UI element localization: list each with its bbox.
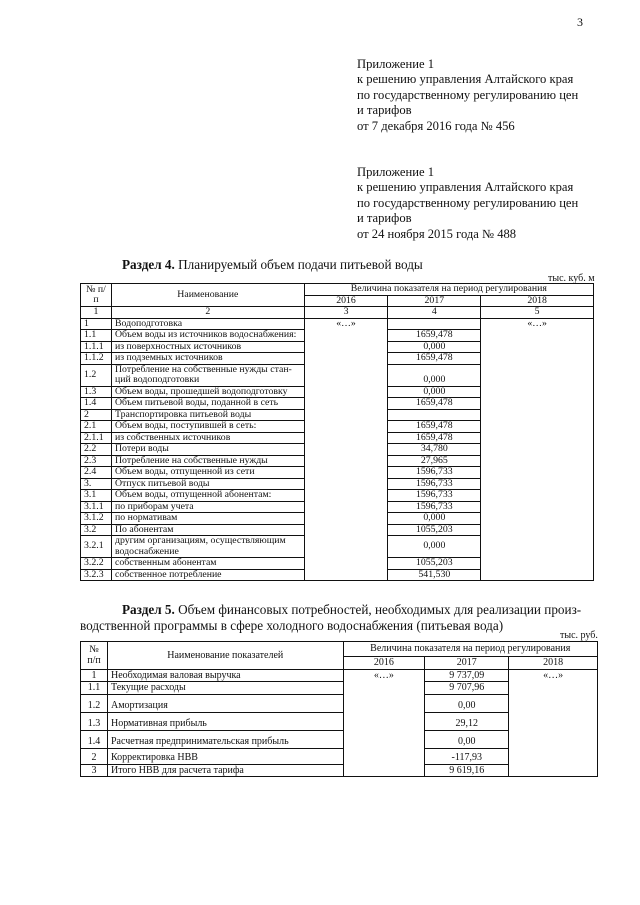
row-value-2017: 29,12 <box>425 712 509 730</box>
row-name: из поверхностных источников <box>111 341 304 353</box>
omitted-2016: «…» <box>343 669 425 777</box>
row-name: Потребление на собственные нужды стан-ций водоподготовки <box>111 364 304 386</box>
table-row <box>81 669 598 682</box>
row-num: 2 <box>81 748 108 764</box>
appendix-line: от 24 ноября 2015 года № 488 <box>357 226 517 241</box>
appendix-block-2015 <box>357 165 607 242</box>
row-num: 2.4 <box>81 467 112 479</box>
row-value-2017: 0,00 <box>425 694 509 712</box>
row-value-2017: 1659,478 <box>388 432 481 444</box>
row-num: 1.2 <box>81 694 108 712</box>
row-value-2017: 9 737,09 <box>425 669 509 682</box>
row-num: 3.2.1 <box>81 536 112 558</box>
row-num: 3.2 <box>81 524 112 536</box>
row-name: Транспортировка питьевой воды <box>111 409 304 421</box>
row-name: из подземных источников <box>111 353 304 365</box>
col-num: 1 <box>81 307 112 319</box>
row-value-2017: 0,000 <box>388 364 481 386</box>
col-num: 2 <box>111 307 304 319</box>
row-num: 1.2 <box>81 364 112 386</box>
row-value-2017: 1659,478 <box>388 398 481 410</box>
row-num: 1 <box>81 318 112 330</box>
row-value-2017: 1055,203 <box>388 524 481 536</box>
header-year: 2016 <box>343 657 425 670</box>
header-year: 2016 <box>304 295 388 307</box>
row-num: 1.1 <box>81 682 108 695</box>
section5-table <box>80 641 598 777</box>
row-name: Объем воды, отпущенной из сети <box>111 467 304 479</box>
appendix-line: Приложение 1 <box>357 57 435 71</box>
header-year: 2018 <box>509 657 598 670</box>
row-name: Отпуск питьевой воды <box>111 478 304 490</box>
row-num: 3.1.2 <box>81 513 112 525</box>
header-num: № п/п <box>81 284 112 307</box>
table-row <box>81 318 594 330</box>
header-year: 2017 <box>425 657 509 670</box>
row-num: 2.1 <box>81 421 112 433</box>
row-num: 3.1.1 <box>81 501 112 513</box>
row-name: Водоподготовка <box>111 318 304 330</box>
section5-title <box>80 602 595 634</box>
row-value-2017: 1596,733 <box>388 467 481 479</box>
appendix-line: по государственному регулированию цен <box>357 195 579 210</box>
row-name: Текущие расходы <box>107 682 343 695</box>
row-value-2017: 0,000 <box>388 341 481 353</box>
row-name: Амортизация <box>107 694 343 712</box>
appendix-line: к решению управления Алтайского края <box>357 72 574 87</box>
row-value-2017: 0,000 <box>388 513 481 525</box>
row-value-2017: 34,780 <box>388 444 481 456</box>
row-name: Потребление на собственные нужды <box>111 455 304 467</box>
row-value-2017 <box>388 409 481 421</box>
header-name: Наименование показателей <box>107 642 343 670</box>
row-num: 3.1 <box>81 490 112 502</box>
row-value-2017: 1055,203 <box>388 558 481 570</box>
section4-unit: тыс. куб. м <box>548 273 595 284</box>
section5-label: Раздел 5. <box>122 602 175 617</box>
row-name: Объем воды, прошедшей водоподготовку <box>111 386 304 398</box>
row-num: 3.2.2 <box>81 558 112 570</box>
appendix-block-2016 <box>357 57 607 134</box>
row-value-2017: 0,00 <box>425 730 509 748</box>
row-name: Потери воды <box>111 444 304 456</box>
row-name: Нормативная прибыль <box>107 712 343 730</box>
row-value-2017: 1596,733 <box>388 490 481 502</box>
header-period: Величина показателя на период регулирования <box>304 284 593 296</box>
col-num: 3 <box>304 307 388 319</box>
row-num: 3. <box>81 478 112 490</box>
row-value-2017: 1659,478 <box>388 353 481 365</box>
section5-title-line2: водственной программы в сфере холодного водоснабжения (питьевая вода) <box>80 618 504 633</box>
col-num: 4 <box>388 307 481 319</box>
omitted-2018: «…» <box>509 669 598 777</box>
row-name: Корректировка НВВ <box>107 748 343 764</box>
row-name: Объем питьевой воды, поданной в сеть <box>111 398 304 410</box>
row-num: 1.4 <box>81 730 108 748</box>
row-name: собственным абонентам <box>111 558 304 570</box>
row-num: 1.1.1 <box>81 341 112 353</box>
row-name: Расчетная предпринимательская прибыль <box>107 730 343 748</box>
row-num: 1.1.2 <box>81 353 112 365</box>
row-name: по приборам учета <box>111 501 304 513</box>
row-value-2017 <box>388 318 481 330</box>
section4-label: Раздел 4. <box>122 257 175 272</box>
row-name: Итого НВВ для расчета тарифа <box>107 764 343 777</box>
col-num: 5 <box>481 307 594 319</box>
appendix-line: и тарифов <box>357 103 412 118</box>
page-number: 3 <box>577 15 583 29</box>
row-value-2017: 9 707,96 <box>425 682 509 695</box>
row-name: Необходимая валовая выручка <box>107 669 343 682</box>
row-value-2017: 541,530 <box>388 569 481 581</box>
row-name: по нормативам <box>111 513 304 525</box>
header-num: № п/п <box>81 642 108 670</box>
row-name: из собственных источников <box>111 432 304 444</box>
row-name: Объем воды, поступившей в сеть: <box>111 421 304 433</box>
row-num: 1.3 <box>81 712 108 730</box>
appendix-line: к решению управления Алтайского края <box>357 180 574 195</box>
row-num: 1 <box>81 669 108 682</box>
row-value-2017: 0,000 <box>388 536 481 558</box>
row-value-2017: -117,93 <box>425 748 509 764</box>
appendix-line: по государственному регулированию цен <box>357 87 579 102</box>
row-value-2017: 1596,733 <box>388 478 481 490</box>
header-year: 2018 <box>481 295 594 307</box>
section4-title <box>122 257 423 273</box>
row-value-2017: 1596,733 <box>388 501 481 513</box>
row-num: 1.1 <box>81 330 112 342</box>
row-name: Объем воды из источников водоснабжения: <box>111 330 304 342</box>
row-num: 2 <box>81 409 112 421</box>
row-value-2017: 0,000 <box>388 386 481 398</box>
row-value-2017: 1659,478 <box>388 421 481 433</box>
row-value-2017: 9 619,16 <box>425 764 509 777</box>
appendix-line: Приложение 1 <box>357 165 435 179</box>
row-name: Объем воды, отпущенной абонентам: <box>111 490 304 502</box>
section5-title-line1: Объем финансовых потребностей, необходимых для реализации произ- <box>178 602 582 617</box>
section4-table <box>80 283 594 581</box>
appendix-line: от 7 декабря 2016 года № 456 <box>357 118 515 133</box>
row-value-2017: 27,965 <box>388 455 481 467</box>
row-value-2017: 1659,478 <box>388 330 481 342</box>
row-name: другим организациям, осуществляющим водоснабжение <box>111 536 304 558</box>
header-period: Величина показателя на период регулирования <box>343 642 597 657</box>
row-num: 2.1.1 <box>81 432 112 444</box>
row-name: По абонентам <box>111 524 304 536</box>
header-year: 2017 <box>388 295 481 307</box>
row-name: собственное потребление <box>111 569 304 581</box>
row-num: 2.3 <box>81 455 112 467</box>
row-num: 3 <box>81 764 108 777</box>
header-name: Наименование <box>111 284 304 307</box>
row-num: 1.4 <box>81 398 112 410</box>
appendix-line: и тарифов <box>357 211 412 226</box>
row-num: 1.3 <box>81 386 112 398</box>
omitted-2016: «…» <box>304 318 388 581</box>
section4-title-text: Планируемый объем подачи питьевой воды <box>178 257 423 272</box>
section5-unit: тыс. руб. <box>560 630 598 641</box>
row-num: 2.2 <box>81 444 112 456</box>
omitted-2018: «…» <box>481 318 594 581</box>
row-num: 3.2.3 <box>81 569 112 581</box>
